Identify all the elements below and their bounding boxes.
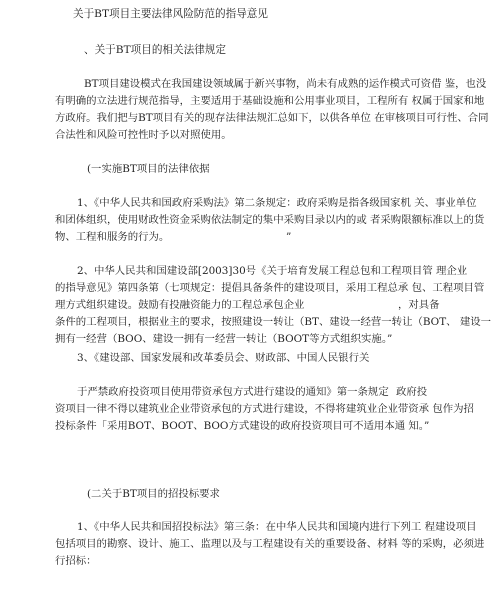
paragraph-line-tail: 政府投 xyxy=(396,386,428,398)
paragraph-line: BT项目建设模式在我国建设领域属于新兴事物，尚未有成熟的运作模式可资借 鉴，也没 xyxy=(84,78,487,90)
paragraph-line: 行招标： xyxy=(55,555,97,567)
paragraph-line: 物、工程和服务的行为。 xyxy=(55,231,170,243)
paragraph-line: 拥有一经营（BOO、建设一拥有一经营一转让（BOOT等方式组织实施。” xyxy=(55,333,393,345)
paragraph-line: 有明确的立法进行规范指导，主要适用于基础设施和公用事业项目，工程所有 权属于国家和地 xyxy=(55,95,485,107)
paragraph-line: 于严禁政府投资项目使用带资承包方式进行建设的通知》第一条规定 xyxy=(77,386,389,398)
subheading-bidding: (二关于BT项目的招投标要求 xyxy=(87,488,220,500)
paragraph-line: 条件的工程项目，根据业主的要求，按照建设一转让（BT、建设一经营一转让（BOT、 建设一 xyxy=(55,316,491,328)
paragraph-line: 3、《建设部、国家发展和改革委员会、财政部、中国人民银行关 xyxy=(77,352,370,364)
paragraph-line-tail: ，对具备 xyxy=(398,299,440,311)
paragraph-line: 方政府。我们把与BT项目有关的现存法律法规汇总如下，以供各单位 在审核项目可行性、合同 xyxy=(55,112,489,124)
paragraph-line: 合法性和风险可控性时予以对照使用。 xyxy=(55,129,232,141)
paragraph-line: 资项目一律不得以建筑业企业带资承包的方式进行建设，不得将建筑业企业带资承 包作为招 xyxy=(55,403,474,415)
paragraph-line: 1、《中华人民共和国招投标法》第三条：在中华人民共和国境内进行下列工 程建设项目 xyxy=(77,521,477,533)
document-title: 关于BT项目主要法律风险防范的指导意见 xyxy=(73,8,268,20)
paragraph-line: 理方式组织建设。鼓励有投融资能力的工程总承包企业 xyxy=(55,299,305,311)
closing-quote: ” xyxy=(286,231,292,243)
paragraph-line: 包括项目的勘察、设计、施工、监理以及与工程建设有关的重要设备、材料 等的采购，必须进 xyxy=(55,538,485,550)
subheading-legal-basis: (一实施BT项目的法律依据 xyxy=(87,163,210,175)
paragraph-line: 投标条件「采用BOT、BOOT、BOO方式建设的政府投资项目可不适用本通 知。” xyxy=(55,420,430,432)
paragraph-line: 的指导意见》第四条第（七项规定：提倡具备条件的建设项目，采用工程总承 包、工程项目管 xyxy=(55,282,485,294)
section-heading-legal: 、关于BT项目的相关法律规定 xyxy=(84,44,226,56)
paragraph-line: 2、中华人民共和国建设部[2003]30号《关于培育发展工程总包和工程项目管 理企业 xyxy=(77,265,468,277)
paragraph-line: 1、《中华人民共和国政府采购法》第二条规定：政府采购是指各级国家机 关、事业单位 xyxy=(77,197,477,209)
paragraph-line: 和团体组织，使用财政性资金采购依法制定的集中采购目录以内的或 者采购限额标准以上的货 xyxy=(55,214,485,226)
